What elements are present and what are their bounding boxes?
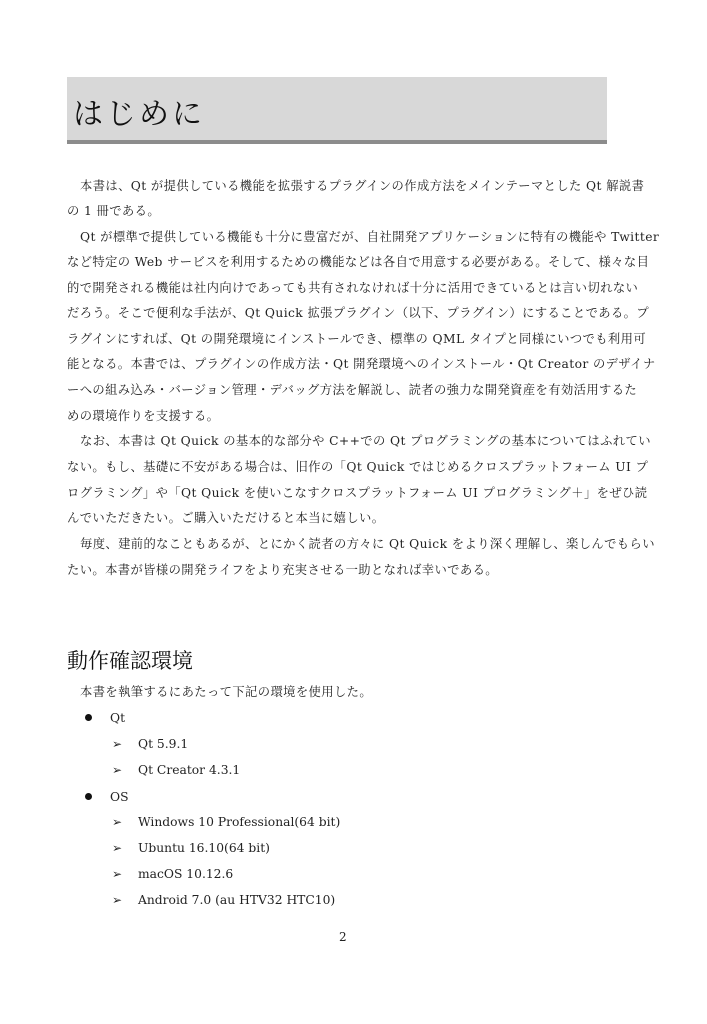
text-line: ログラミング」や「Qt Quick を使いこなすクロスプラットフォーム UI プログラミング＋」をぜひ読 xyxy=(67,486,648,500)
list-subitem: Qt 5.9.1 xyxy=(138,737,189,751)
list-item: Qt xyxy=(110,711,126,725)
arrow-bullet-icon: ➢ xyxy=(112,893,123,907)
text-line: たい。本書が皆様の開発ライフをより充実させる一助となれば幸いである。 xyxy=(67,563,498,577)
text-line: 的で開発される機能は社内向けであっても共有されなければ十分に活用できているとは言い切れない xyxy=(67,281,639,295)
list-subitem: macOS 10.12.6 xyxy=(138,867,234,881)
text-line: など特定の Web サービスを利用するための機能などは各自で用意する必要がある。そして、様々な目 xyxy=(67,255,650,269)
list-subitem: Windows 10 Professional(64 bit) xyxy=(138,815,341,829)
text-line: Qt が標準で提供している機能も十分に豊富だが、自社開発アプリケーションに特有の機能や Twitter xyxy=(80,230,660,244)
bullet-icon xyxy=(85,714,92,721)
arrow-bullet-icon: ➢ xyxy=(112,815,123,829)
list-subitem: Ubuntu 16.10(64 bit) xyxy=(138,841,270,855)
text-line: だろう。そこで便利な手法が、Qt Quick 拡張プラグイン（以下、プラグイン）にすることである。プ xyxy=(67,306,650,320)
chapter-title-box xyxy=(67,77,607,144)
text-line: ない。もし、基礎に不安がある場合は、旧作の「Qt Quick ではじめるクロスプラットフォーム UI プ xyxy=(67,460,649,474)
text-line: めの環境作りを支援する。 xyxy=(67,409,220,423)
text-line: の 1 冊である。 xyxy=(67,204,161,218)
section-intro: 本書を執筆するにあたって下記の環境を使用した。 xyxy=(80,685,373,699)
page-number: 2 xyxy=(339,930,347,944)
text-line: ーへの組み込み・バージョン管理・デバッグ方法を解説し、読者の強力な開発資産を有効活用するた xyxy=(67,383,638,397)
list-item: OS xyxy=(110,790,129,804)
list-subitem: Android 7.0 (au HTV32 HTC10) xyxy=(138,893,336,907)
arrow-bullet-icon: ➢ xyxy=(112,841,123,855)
text-line: 本書は、Qt が提供している機能を拡張するプラグインの作成方法をメインテーマとした Qt 解説書 xyxy=(80,179,645,193)
chapter-title: はじめに xyxy=(73,97,205,132)
text-line: なお、本書は Qt Quick の基本的な部分や C++での Qt プログラミングの基本についてはふれてい xyxy=(80,434,651,448)
arrow-bullet-icon: ➢ xyxy=(112,737,123,751)
list-subitem: Qt Creator 4.3.1 xyxy=(138,763,241,777)
text-line: 能となる。本書では、プラグインの作成方法・Qt 開発環境へのインストール・Qt Creator のデザイナ xyxy=(67,357,656,371)
arrow-bullet-icon: ➢ xyxy=(112,763,123,777)
text-line: ラグインにすれば、Qt の開発環境にインストールでき、標準の QML タイプと同様にいつでも利用可 xyxy=(67,332,647,346)
section-heading: 動作確認環境 xyxy=(67,649,193,673)
text-line: 毎度、建前的なこともあるが、とにかく読者の方々に Qt Quick をより深く理解し、楽しんでもらい xyxy=(80,537,655,551)
bullet-icon xyxy=(85,793,92,800)
text-line: んでいただきたい。ご購入いただけると本当に嬉しい。 xyxy=(67,511,385,525)
arrow-bullet-icon: ➢ xyxy=(112,867,123,881)
